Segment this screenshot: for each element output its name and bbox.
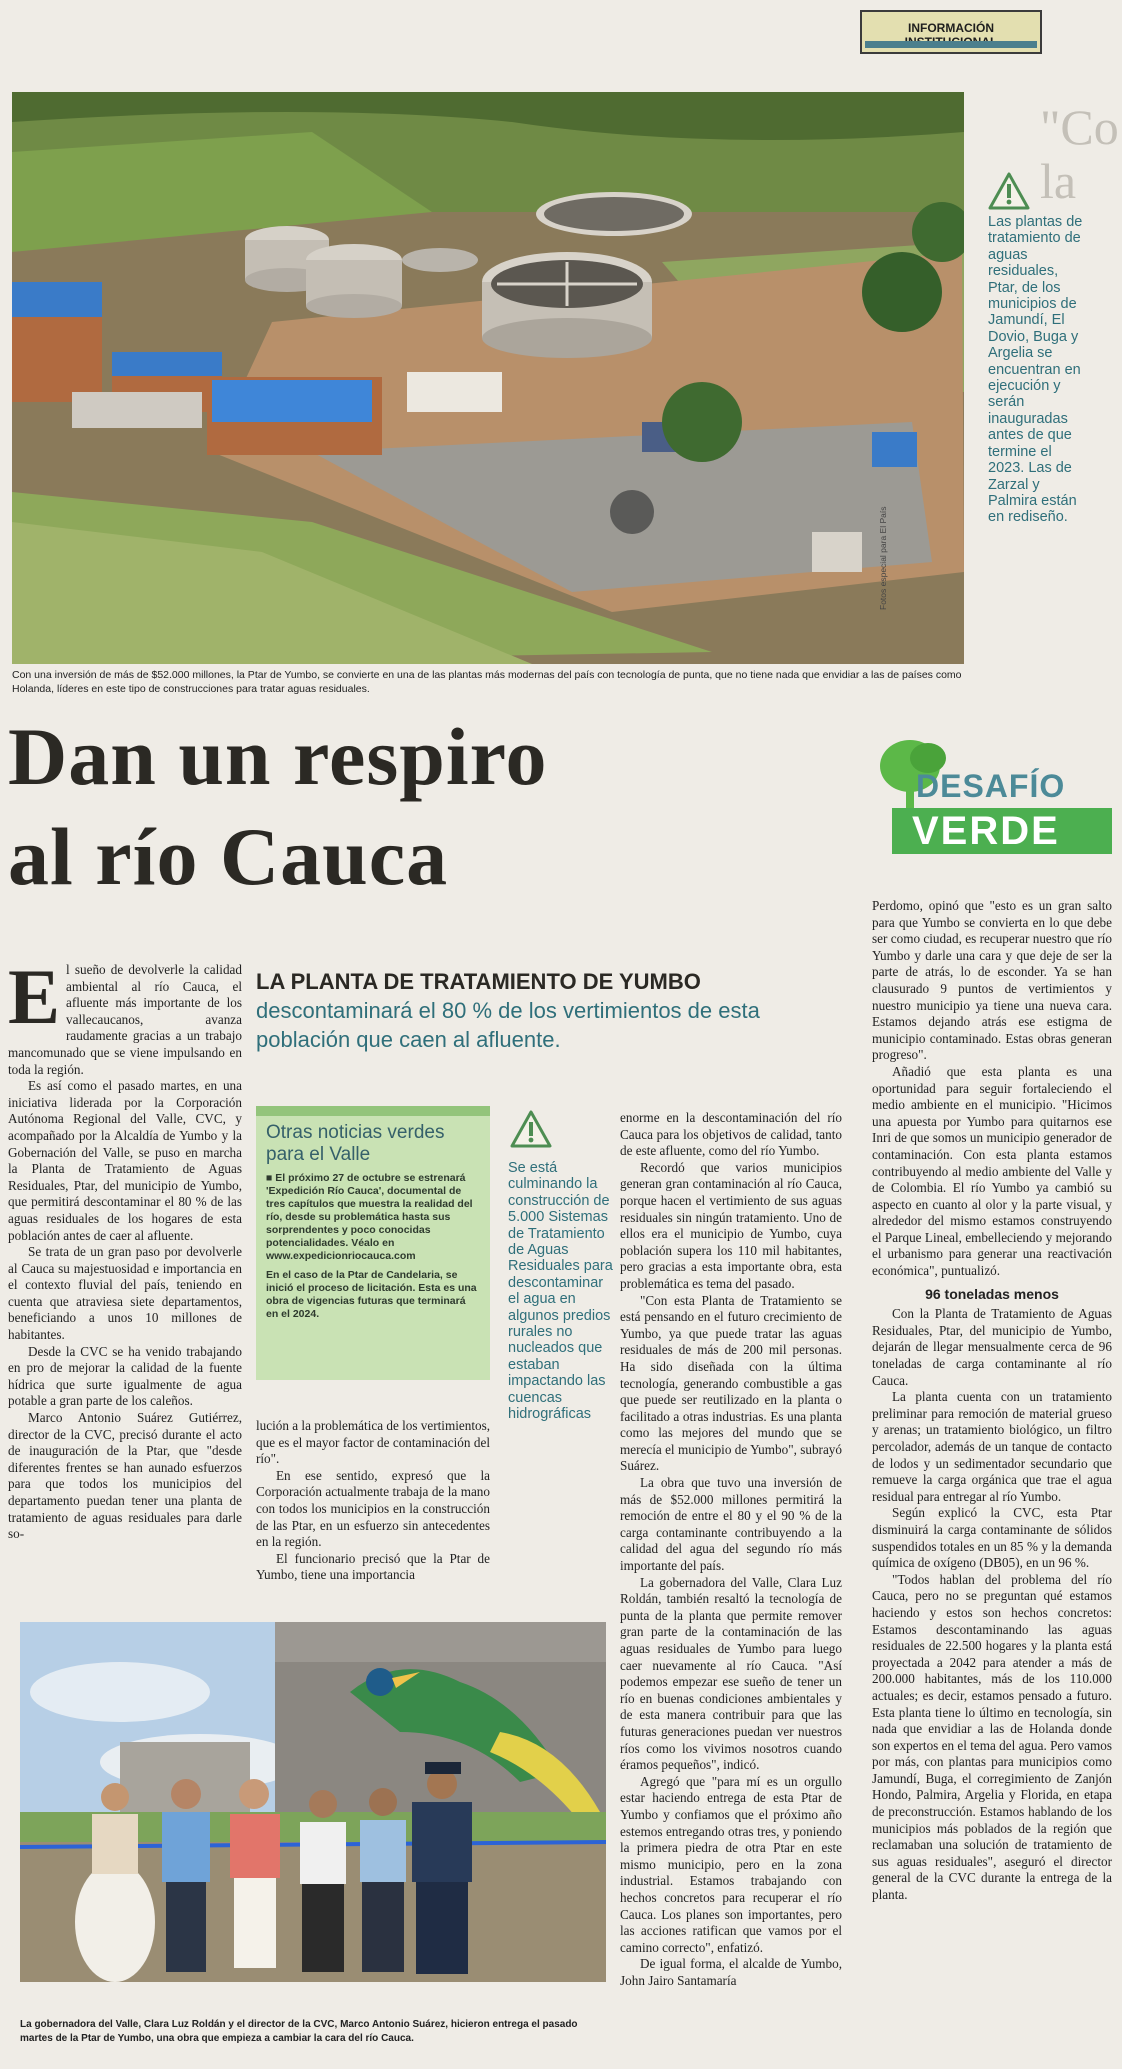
- article-column-2: [256, 1418, 490, 1584]
- warning-icon: [988, 172, 1030, 210]
- ribbon-cutting-photo: [20, 1622, 606, 1982]
- logo-word-2: VERDE: [912, 809, 1060, 853]
- col4-paragraph: Con la Planta de Tratamiento de Aguas Residuales, Ptar, del municipio de Yumbo, dejarán de llegar mensualmente cerca de 96 toneladas de carga contaminante al río Cauca.: [872, 1306, 1112, 1388]
- article-column-4: [872, 898, 1112, 1904]
- logo-word-1: DESAFÍO: [916, 768, 1066, 804]
- col4-paragraph: Según explicó la CVC, esta Ptar disminuirá la carga contaminante de sólidos suspendidos totales en un 85 % y la demanda química de oxígeno (DB05), en un 96 %.: [872, 1505, 1112, 1571]
- other-news-box-strip: [256, 1106, 490, 1116]
- col3-paragraph: "Con esta Planta de Tratamiento se está pensando en el futuro crecimiento de Yumbo, ya que puede tratar las aguas residuales de más de 200 mil personas. Ha sido diseñada con la última tecnología, generando combustible a gas que puede ser reutilizado en la planta o facilitado a otras industrias. Es una planta como las mejores del mundo que se merecía el municipio de Yumbo", subrayó Suárez.: [620, 1292, 842, 1474]
- other-news-item-2: En el caso de la Ptar de Candelaria, se inició el proceso de licitación. Esta es una obra de vigencias futuras que terminará en el 2024.: [266, 1269, 477, 1320]
- headline-line-2: al río Cauca: [8, 811, 449, 902]
- drop-cap: E: [8, 953, 61, 1040]
- col2-paragraph: lución a la problemática de los vertimientos, que es el mayor factor de contaminación del río".: [256, 1418, 491, 1467]
- top-photo-caption: Con una inversión de más de $52.000 millones, la Ptar de Yumbo, se convierte en una de las plantas más modernas del país con tecnología de punta, que no tiene nada que envidiar a las de países como Holanda, líderes en este tipo de construcciones para tratar aguas residuales.: [12, 669, 962, 695]
- section-tag: [860, 10, 1042, 54]
- col3-paragraph: De igual forma, el alcalde de Yumbo, John Jairo Santamaría: [620, 1956, 842, 1988]
- article-column-1: [8, 953, 242, 1543]
- col3-paragraph: enorme en la descontaminación del río Cauca para los objetivos de calidad, tanto de este afluente, como del río Yumbo.: [620, 1110, 842, 1159]
- other-news-item: [266, 1172, 480, 1263]
- col3-paragraph: Agregó que "para mí es un orgullo estar haciendo entrega de esta Ptar de Yumbo y confiamos que el próximo año estemos entregando otras tres, y poniendo la primera piedra de otra Ptar en este mismo municipio, pero en la zona industrial. Estamos trabajando con hechos concretos para recuperar el río Cauca. Los planes son importantes, pero las acciones ratifican que vamos por el camino correcto", enfatizó.: [620, 1773, 842, 1955]
- article-column-3: [620, 1110, 842, 1989]
- subhead: [256, 968, 836, 1054]
- section-tag-label: INFORMACIÓN: [908, 21, 994, 35]
- col1-paragraph: Marco Antonio Suárez Gutiérrez, director de la CVC, precisó durante el acto de inauguración de la Ptar, que "desde diferentes frentes se han aunado esfuerzos para que todos los municipios del departamento puedan tener una planta de tratamiento de aguas residuales para darle so-: [8, 1410, 242, 1542]
- col4-paragraph: La planta cuenta con un tratamiento preliminar para remoción de material grueso y arenas; un tratamiento biológico, un filtro percolador, además de un tanque de contacto de lodos y un sedimentador secundario que remueve la carga orgánica que trae el agua residual para entregar al río Yumbo.: [872, 1389, 1112, 1504]
- col2-paragraph: En ese sentido, expresó que la Corporación actualmente trabaja de la mano con todos los municipios en la construcción de las Ptar, en un esfuerzo sin antecedentes en la región.: [256, 1467, 490, 1550]
- col4-paragraph: Perdomo, opinó que "esto es un gran salto para que Yumbo se convierta en lo que debe ser como ciudad, es recuperar nuestro que río Yumbo y darle una cara y que deje de ser la parte de atrás, lo de esconder. Ya se han clausurado 9 puntos de vertimientos y nuestro municipio ya tiene una nueva cara. Estamos dejando atrás ese estigma de municipio contaminado. Estas obras generan progreso".: [872, 898, 1112, 1063]
- bottom-photo-caption: La gobernadora del Valle, Clara Luz Roldán y el director de la CVC, Marco Antonio Suárez, hicieron entrega el pasado martes de la Ptar de Yumbo, una obra que empieza a cambiar la cara del río Cauca.: [20, 2019, 578, 2044]
- logo-band: [892, 808, 1112, 854]
- col1-paragraph: l sueño de devolverle la calidad ambiental al río Cauca, el afluente más importante de los vallecaucanos, avanza raudamente gracias a un trabajo mancomunado que se viene impulsando en toda la región.: [8, 962, 242, 1077]
- col4-paragraph: "Todos hablan del problema del río Cauca, pero no se preguntan qué estamos haciendo y estos son hechos concretos: Estamos descontaminando las aguas residuales de 22.500 hogares y la planta está proyectada a 2042 para atender a más de 200.000 habitantes, más de los 110.000 actuales; es decir, estamos pensado a futuro. Esta planta tiene lo último en tecnología, sin nada que envidiar a las de Holanda donde son expertos en el tema del agua. Pero vamos por más, con plantas para municipios como Jamundí, Buga, el corregimiento de Zanjón Hondo, Palmira, Argelia y Florida, en etapa de preconstrucción. Estamos hablando de los municipios más poblados de la región que reclamaban una solución de tratamiento de sus aguas residuales", aseguró el director general de la CVC durante la entrega de la planta.: [872, 1571, 1112, 1903]
- square-bullet-icon: ■: [266, 1172, 276, 1184]
- col1-paragraph: Es así como el pasado martes, en una iniciativa liderada por la Corporación Autónoma Regional del Valle, CVC, y acompañado por la Alcaldía de Yumbo y la Gobernación del Valle, se puso en marcha la Planta de Tratamiento de Aguas Residuales, Ptar, del municipio de Yumbo, que permitirá descontaminar el 80 % de las aguas residuales de los hogares de esta población antes de caer al afluente.: [8, 1078, 242, 1243]
- other-news-item: [266, 1269, 480, 1321]
- other-news-title: Otras noticias verdes para el Valle: [266, 1122, 445, 1165]
- aerial-photo-illustration: [12, 92, 964, 664]
- warning-icon: [510, 1110, 552, 1148]
- edge-headline-fragment: "Co la: [1040, 100, 1119, 208]
- subhead-rest: descontaminará el 80 % de los vertimientos de esta población que caen al afluente.: [256, 998, 760, 1052]
- other-news-box: [256, 1106, 490, 1380]
- subhead-bold: LA PLANTA DE TRATAMIENTO DE YUMBO: [256, 969, 701, 994]
- col2-paragraph: El funcionario precisó que la Ptar de Yumbo, tiene una importancia: [256, 1550, 490, 1583]
- section-tag-bar: [865, 41, 1037, 48]
- col1-paragraph: Se trata de un gran paso por devolverle al Cauca su majestuosidad e importancia en el contexto fluvial del país, teniendo en cuenta que atraviesa siete departamentos, beneficiando a unos 10 millones de habitantes.: [8, 1244, 242, 1343]
- col1-paragraph: Desde la CVC se ha venido trabajando en pro de mejorar la calidad de la fuente hídrica que surte igualmente de agua potable a gran parte de los caleños.: [8, 1343, 242, 1409]
- treatment-plant-aerial-photo: [12, 92, 964, 664]
- mid-note: Se está culminando la construcción de 5.000 Sistemas de Tratamiento de Aguas Residuales para descontaminar el agua en algunos predios rurales no nucleados que estaban impactando las cuencas hidrográficas: [508, 1160, 613, 1423]
- col4-subheading: 96 toneladas menos: [925, 1285, 1059, 1302]
- col4-paragraph: Añadió que esta planta es una oportunidad para seguir fortaleciendo el medio ambiente en el municipio. "Hicimos una apuesta por Yumbo para quitarnos ese Inri de que somos un municipio generador de contaminación. Con esta planta estamos contribuyendo al medio ambiente del Valle y de Colombia. El río Yumbo ya cambió su aspecto en cuanto al olor y la parte visual, y alrededor del mismo estamos construyendo el Parque Lineal, embelleciendo y mejorando el urbanismo para generar una reactivación económica", puntualizó.: [872, 1063, 1112, 1279]
- col3-paragraph: Recordó que varios municipios generan gran contaminación al río Cauca, porque hacen el vertimiento de sus aguas residuales sin ningún tratamiento. Uno de ellos era el municipio de Yumbo, cuya población supera los 110 mil habitantes, pero gracias a esta importante obra, esta problemática es tema del pasado.: [620, 1159, 842, 1291]
- col3-paragraph: La gobernadora del Valle, Clara Luz Roldán, también resaltó la tecnología de punta de la planta que permite remover gran parte de la contaminación de las aguas residuales de Yumbo para luego caer nuevamente al río Cauca. "Así podemos empezar ese sueño de tener un río en buenas condiciones ambientales y de esta manera contribuir para que las futuras generaciones puedan ver nuestros ríos como los vivimos nosotros cuando éramos pequeños", indicó.: [620, 1574, 842, 1773]
- ribbon-cutting-illustration: [20, 1622, 606, 1982]
- photo-credit: Fotos especial para El País: [878, 506, 888, 610]
- sidebar-note: Las plantas de tratamiento de aguas residuales, Ptar, de los municipios de Jamundí, El Dovio, Buga y Argelia se encuentran en ejecución y serán inauguradas antes de que termine el 2023. Las de Zarzal y Palmira están en rediseño.: [988, 214, 1083, 526]
- headline-line-1: Dan un respiro: [8, 711, 548, 802]
- other-news-item-1: El próximo 27 de octubre se estrenará 'Expedición Río Cauca', documental de tres capítulos que muestra la realidad del río, desde su problemática hasta sus sorprendentes y poco conocidas potencialidades. Véalo en www.expedicionriocauca.com: [266, 1172, 473, 1262]
- col3-paragraph: La obra que tuvo una inversión de más de $52.000 millones permitirá la remoción de entre el 80 y el 90 % de la carga contaminante contribuyendo a la calidad del agua del segundo río más importante del país.: [620, 1475, 842, 1574]
- desafio-verde-logo: [876, 730, 1112, 860]
